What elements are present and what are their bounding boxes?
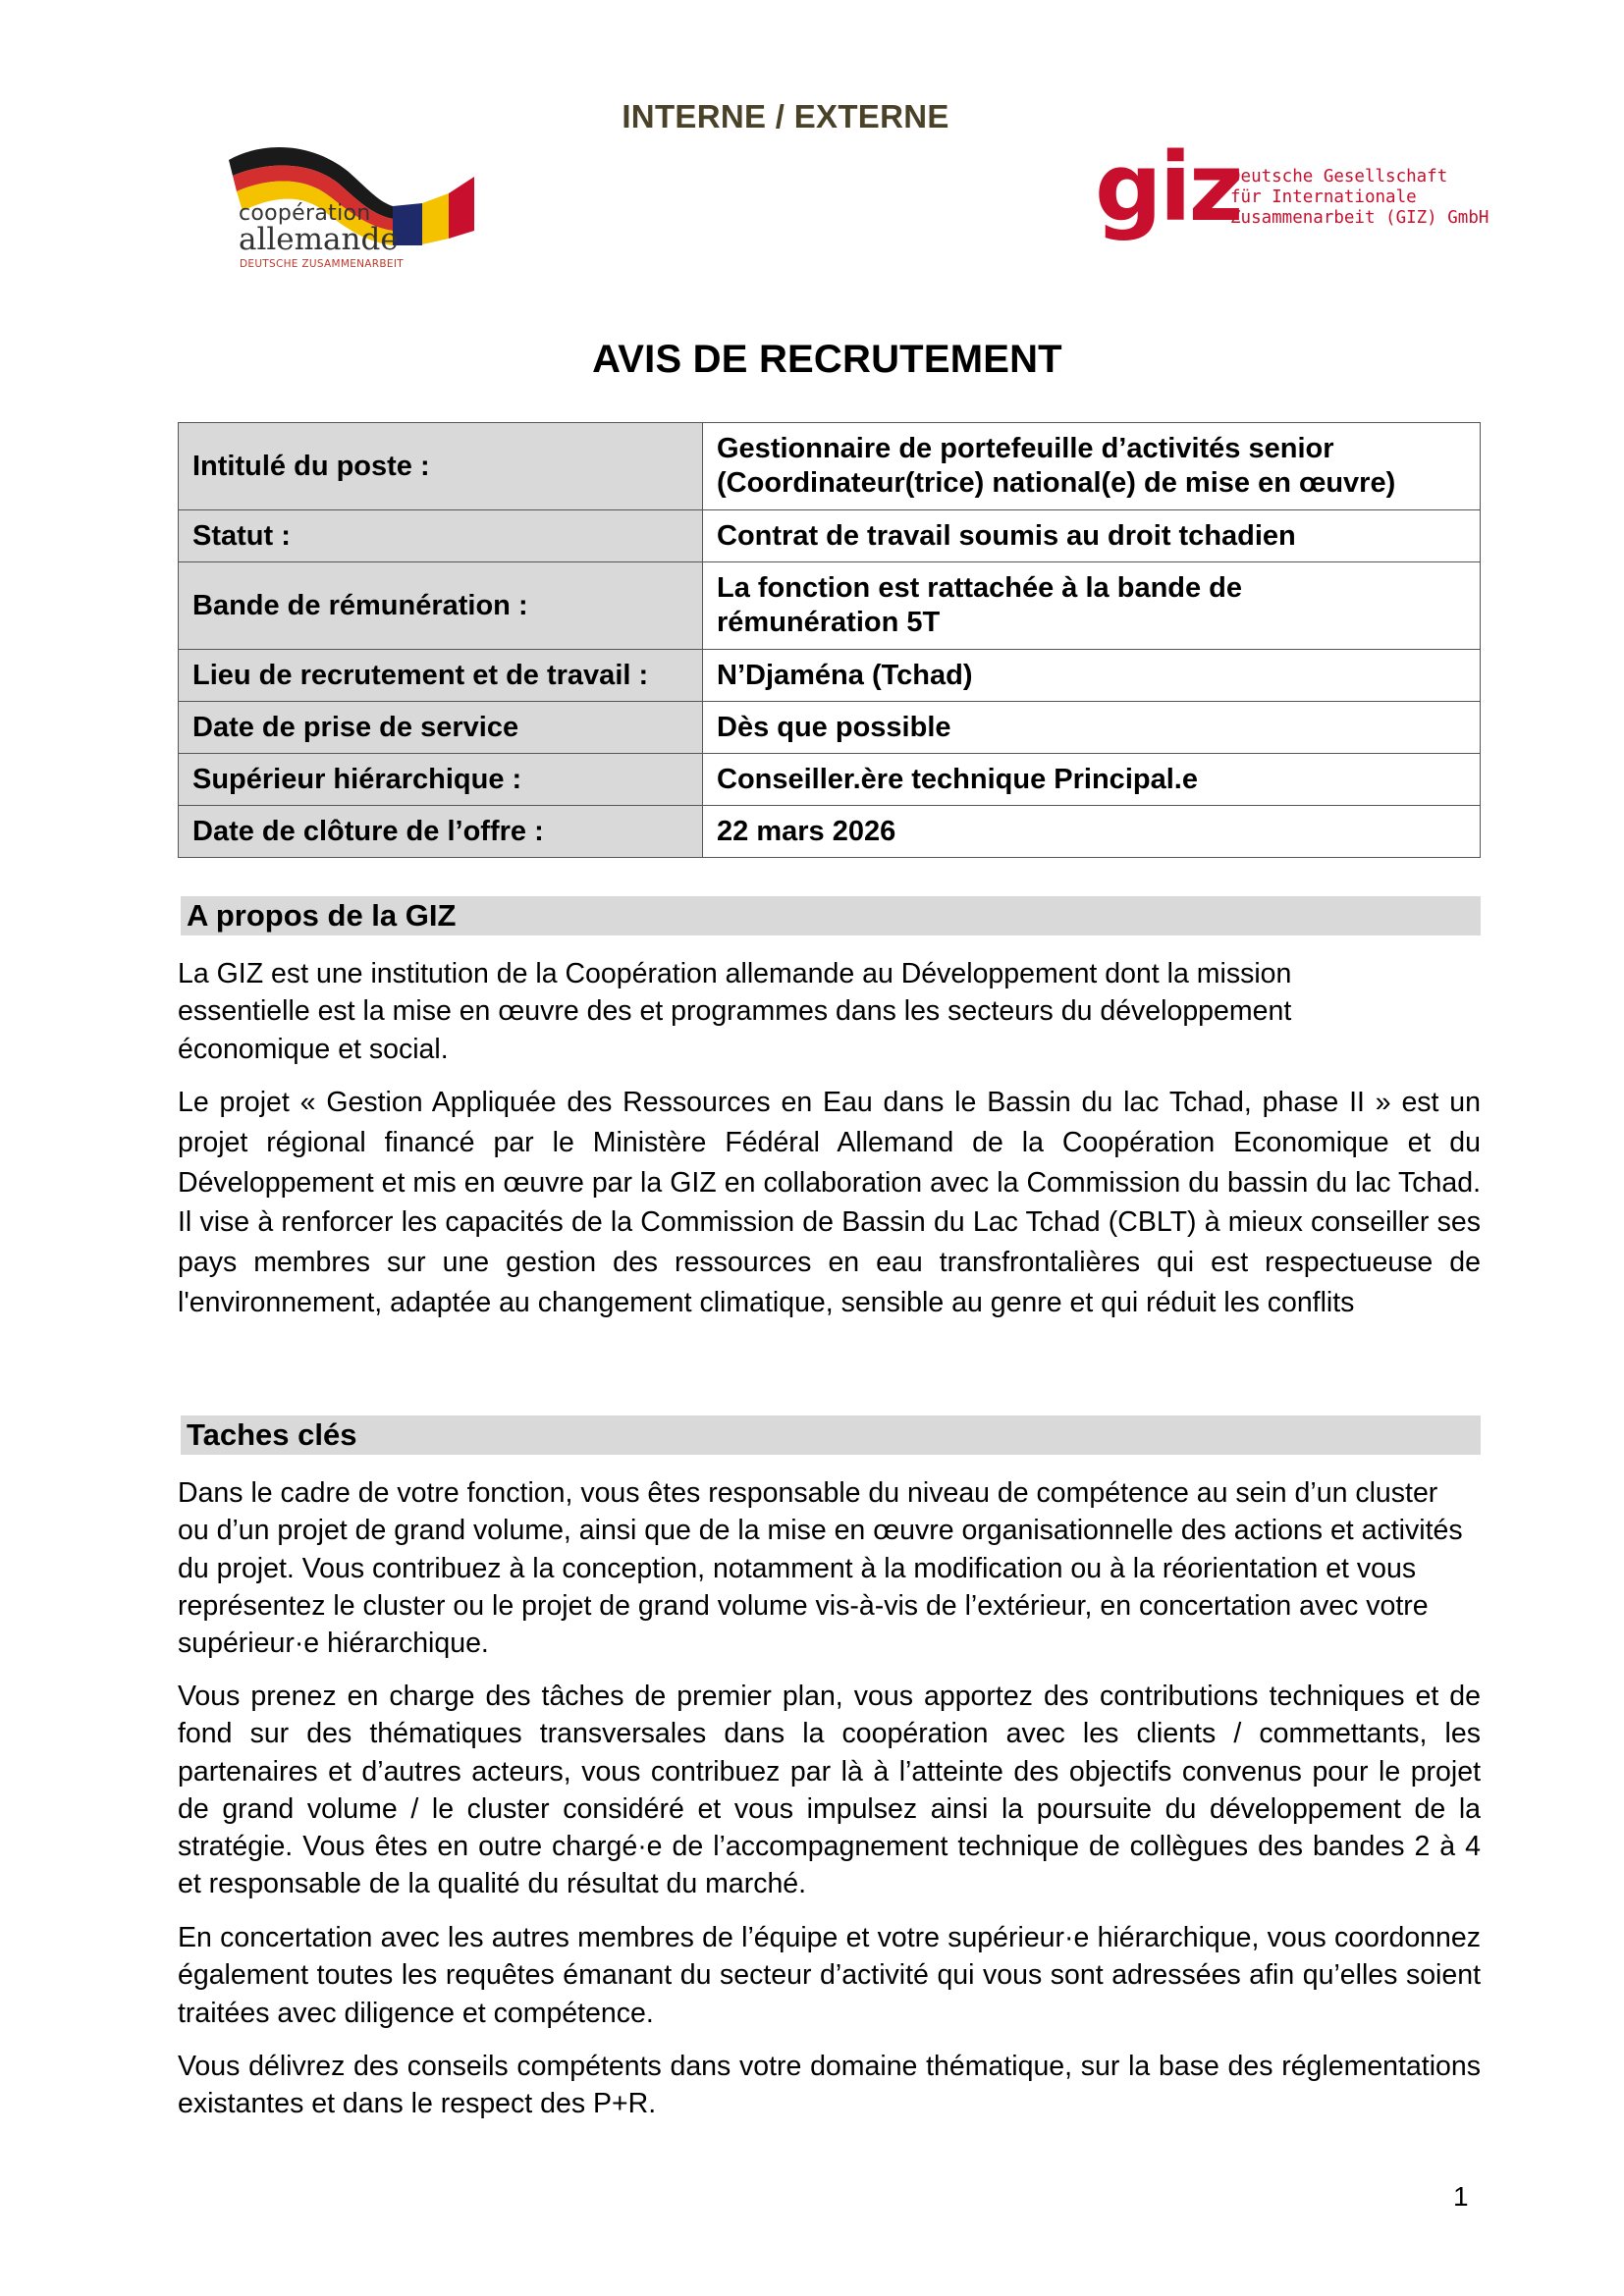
table-row — [179, 650, 1481, 702]
page-number: 1 — [1453, 2181, 1469, 2212]
document-classification: INTERNE / EXTERNE — [622, 98, 949, 134]
row-label-status: Statut : — [179, 510, 703, 562]
row-value-location: N’Djaména (Tchad) — [703, 650, 1481, 702]
logo-text-deutsche-zusammenarbeit: DEUTSCHE ZUSAMMENARBEIT — [240, 258, 404, 270]
table-row — [179, 806, 1481, 858]
logo-text-cooperation: coopération — [239, 201, 371, 226]
paragraph: La GIZ est une institution de la Coopération allemande au Développement dont la mission essentielle est la mise en œuvre des et programmes dans les secteurs du développement économique et social. — [178, 958, 1292, 1065]
row-label-supervisor: Supérieur hiérarchique : — [179, 754, 703, 806]
row-label-start-date: Date de prise de service — [179, 702, 703, 754]
giz-name-line-3: Zusammenarbeit (GIZ) GmbH — [1230, 208, 1489, 228]
row-value-status: Contrat de travail soumis au droit tchadien — [703, 510, 1481, 562]
giz-name-line-1: Deutsche Gesellschaft — [1230, 167, 1448, 187]
paragraph: Vous délivrez des conseils compétents dans votre domaine thématique, sur la base des réglementations existantes et dans le respect des P+R. — [178, 2051, 1481, 2120]
row-label-pay-band: Bande de rémunération : — [179, 562, 703, 650]
pay-band-line-2: rémunération 5T — [717, 607, 941, 638]
row-value-pay-band — [703, 562, 1481, 650]
giz-organization-name — [1230, 167, 1489, 229]
table-row — [179, 754, 1481, 806]
pay-band-line-1: La fonction est rattachée à la bande de — [717, 572, 1243, 604]
logo-text-allemande: allemande — [239, 222, 399, 257]
row-label-closing-date: Date de clôture de l’offre : — [179, 806, 703, 858]
job-info-table — [178, 422, 1481, 858]
table-row — [179, 423, 1481, 510]
table-row — [179, 562, 1481, 650]
paragraph: Vous prenez en charge des tâches de premier plan, vous apportez des contributions techniques et de fond sur des thématiques transversales dans la coopération avec les clients / commettants, les partenaires et d’autres acteurs, vous contribuez par là à l’atteinte des objectifs convenus pour le projet de grand volume / le cluster considéré et vous impulsez ainsi la poursuite du développement de la stratégie. Vous êtes en outre chargé·e de l’accompagnement technique de collègues des bandes 2 à 4 et responsable de la qualité du résultat du marché. — [178, 1681, 1481, 1900]
row-value-supervisor: Conseiller.ère technique Principal.e — [703, 754, 1481, 806]
table-row — [179, 510, 1481, 562]
section-heading-key-tasks: Taches clés — [181, 1415, 1481, 1455]
page-title: AVIS DE RECRUTEMENT — [592, 338, 1062, 381]
table-row — [179, 702, 1481, 754]
row-label-location: Lieu de recrutement et de travail : — [179, 650, 703, 702]
row-value-job-title — [703, 423, 1481, 510]
job-title-line-1: Gestionnaire de portefeuille d’activités senior — [717, 433, 1334, 464]
row-value-start-date: Dès que possible — [703, 702, 1481, 754]
paragraph: Le projet « Gestion Appliquée des Ressources en Eau dans le Bassin du lac Tchad, phase II » est un projet régional financé par le Ministère Fédéral Allemand de la Coopération Economique et du Développement et mis en œuvre par la GIZ en collaboration avec la Commission du bassin du lac Tchad. Il vise à renforcer les capacités de la Commission de Bassin du Lac Tchad (CBLT) à mieux conseiller ses pays membres sur une gestion des ressources en eau transfrontalières qui est respectueuse de l'environnement, adaptée au changement climatique, sensible au genre et qui réduit les conflits — [178, 1087, 1481, 1318]
row-label-job-title: Intitulé du poste : — [179, 423, 703, 510]
giz-wordmark-icon: giz — [1095, 133, 1241, 242]
row-value-closing-date: 22 mars 2026 — [703, 806, 1481, 858]
section-heading-about-giz: A propos de la GIZ — [181, 896, 1481, 935]
giz-name-line-2: für Internationale — [1230, 187, 1417, 207]
paragraph: Dans le cadre de votre fonction, vous êtes responsable du niveau de compétence au sein d’un cluster ou d’un projet de grand volume, ainsi que de la mise en œuvre organisationnelle des actions et activités du projet. Vous contribuez à la conception, notamment à la modification ou à la réorientation et vous représentez le cluster ou le projet de grand volume vis-à-vis de l’extérieur, en concertation avec votre supérieur·e hiérarchique. — [178, 1477, 1463, 1660]
paragraph: En concertation avec les autres membres de l’équipe et votre supérieur·e hiérarchique, vous coordonnez également toutes les requêtes émanant du secteur d’activité qui vous sont adressées afin qu’elles soient traitées avec diligence et compétence. — [178, 1922, 1481, 2029]
job-title-line-2: (Coordinateur(trice) national(e) de mise en œuvre) — [717, 467, 1396, 499]
